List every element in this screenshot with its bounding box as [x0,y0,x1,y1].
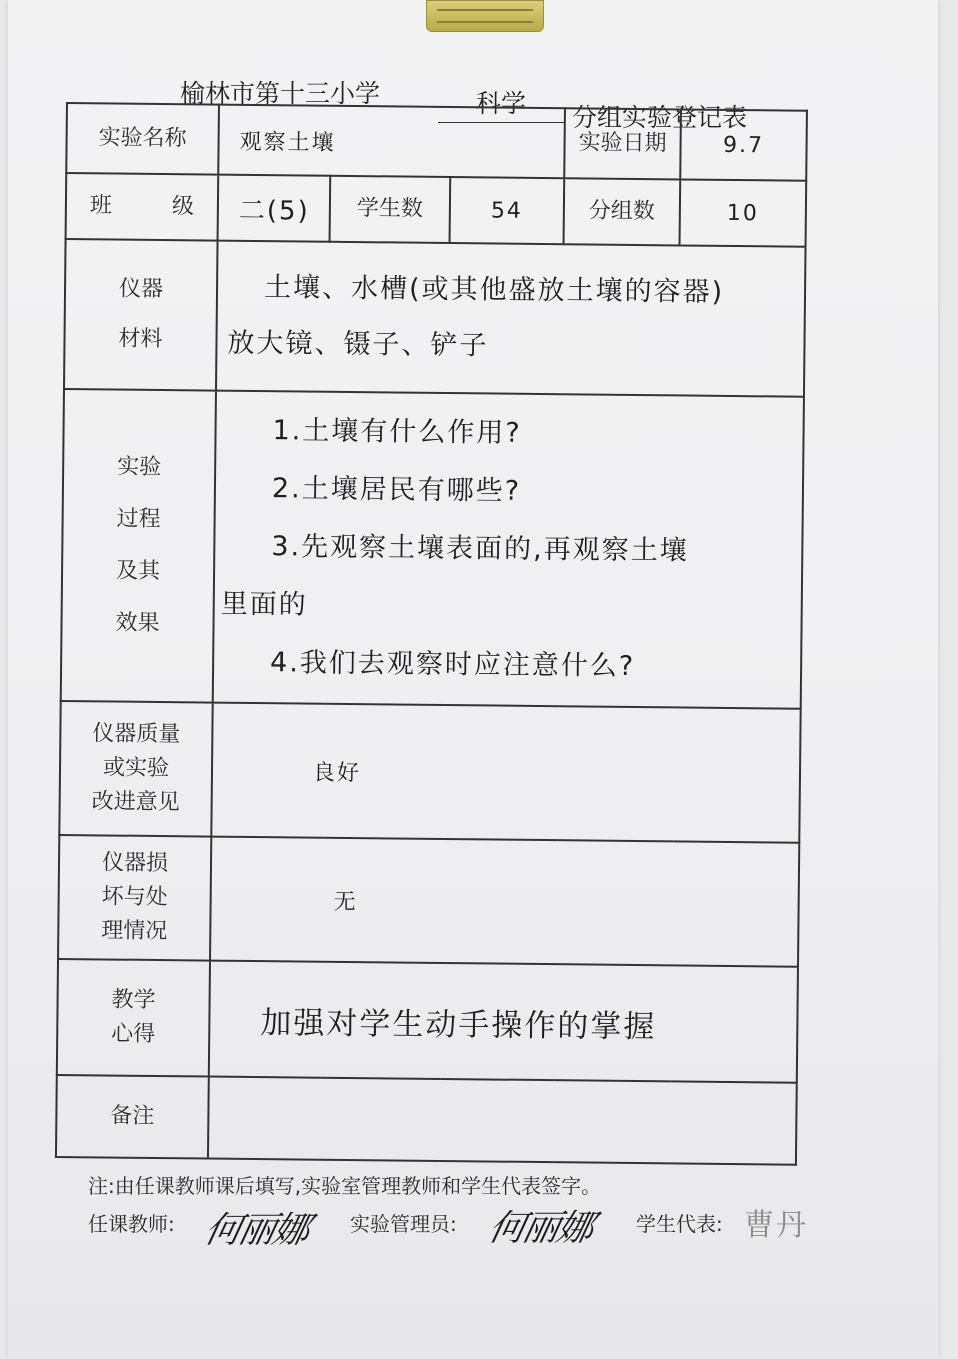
students-value: 54 [450,177,565,244]
experiment-name-value: 观察土壤 [218,105,565,179]
damage-label-line-3: 理情况 [101,918,168,945]
teacher-label: 任课教师: [88,1212,175,1236]
materials-label-line-1: 仪器 [118,276,164,302]
process-line-3: 3.先观察土壤表面的,再观察土壤 [271,531,689,567]
quality-label-line-1: 仪器质量 [92,721,181,748]
subject-name: 科学 [438,84,564,123]
quality-label [59,701,212,837]
materials-line-1: 土壤、水槽(或其他盛放土壤的容器) [263,272,725,308]
row-remarks [56,1075,797,1165]
teaching-value: 加强对学生动手操作的掌握 [209,961,798,1083]
process-label [61,389,216,703]
class-label-char-2: 级 [171,194,195,220]
process-label-line-3: 及其 [115,558,161,585]
materials-label [64,239,218,391]
experiment-name-label: 实验名称 [66,103,219,175]
process-line-5: 4.我们去观察时应注意什么? [269,647,636,682]
school-name: 榆林市第十三小学 [180,79,381,108]
student-rep-label: 学生代表: [636,1212,723,1236]
teacher-signature: 何丽娜 [201,1210,312,1251]
row-damage [58,835,799,967]
teaching-label-line-1: 教学 [111,987,156,1013]
damage-label [58,835,211,961]
materials-label-line-2: 材料 [118,326,163,353]
process-line-4: 里面的 [220,588,308,621]
process-label-line-1: 实验 [117,454,162,481]
groups-label: 分组数 [564,178,681,245]
students-label: 学生数 [330,176,451,243]
teaching-label-line-2: 心得 [111,1021,156,1047]
row-class-info [66,173,807,247]
damage-value: 无 [210,837,799,967]
process-label-line-2: 过程 [116,506,161,533]
binder-clip [426,0,544,32]
row-process [61,389,804,709]
remarks-value [208,1077,797,1165]
row-materials [64,239,806,397]
admin-label: 实验管理员: [350,1212,457,1236]
teaching-label [57,959,210,1077]
admin-signature: 何丽娜 [485,1208,596,1249]
damage-label-line-1: 仪器损 [101,850,169,876]
process-line-2: 2.土壤居民有哪些? [271,473,522,507]
materials-value [216,241,806,397]
process-line-1: 1.土壤有什么作用? [272,415,522,449]
form-name: 分组实验登记表 [572,103,748,132]
damage-label-line-2: 坏与处 [101,884,168,911]
experiment-form-table [55,102,808,1166]
process-label-line-4: 效果 [115,610,160,637]
footer-note: 注:由任课教师课后填写,实验室管理教师和学生代表签字。 [88,1174,602,1198]
quality-label-line-3: 改进意见 [91,789,180,816]
quality-label-line-2: 或实验 [102,755,170,782]
groups-value: 10 [680,179,807,246]
materials-line-2: 放大镜、镊子、铲子 [227,327,489,362]
student-rep-signature: 曹丹 [744,1208,808,1243]
class-label [66,173,219,241]
date-value: 9.7 [680,109,807,180]
quality-value: 良好 [211,703,800,843]
class-value: 二(5) [218,175,331,242]
class-label-char-1: 班 [89,193,113,219]
process-value [213,391,804,709]
row-quality [59,701,800,843]
remarks-label: 备注 [56,1075,209,1159]
signature-row [88,1206,868,1286]
row-teaching [57,959,798,1083]
date-label: 实验日期 [564,108,681,179]
paper-sheet [8,0,938,1359]
row-experiment-name [66,103,807,181]
